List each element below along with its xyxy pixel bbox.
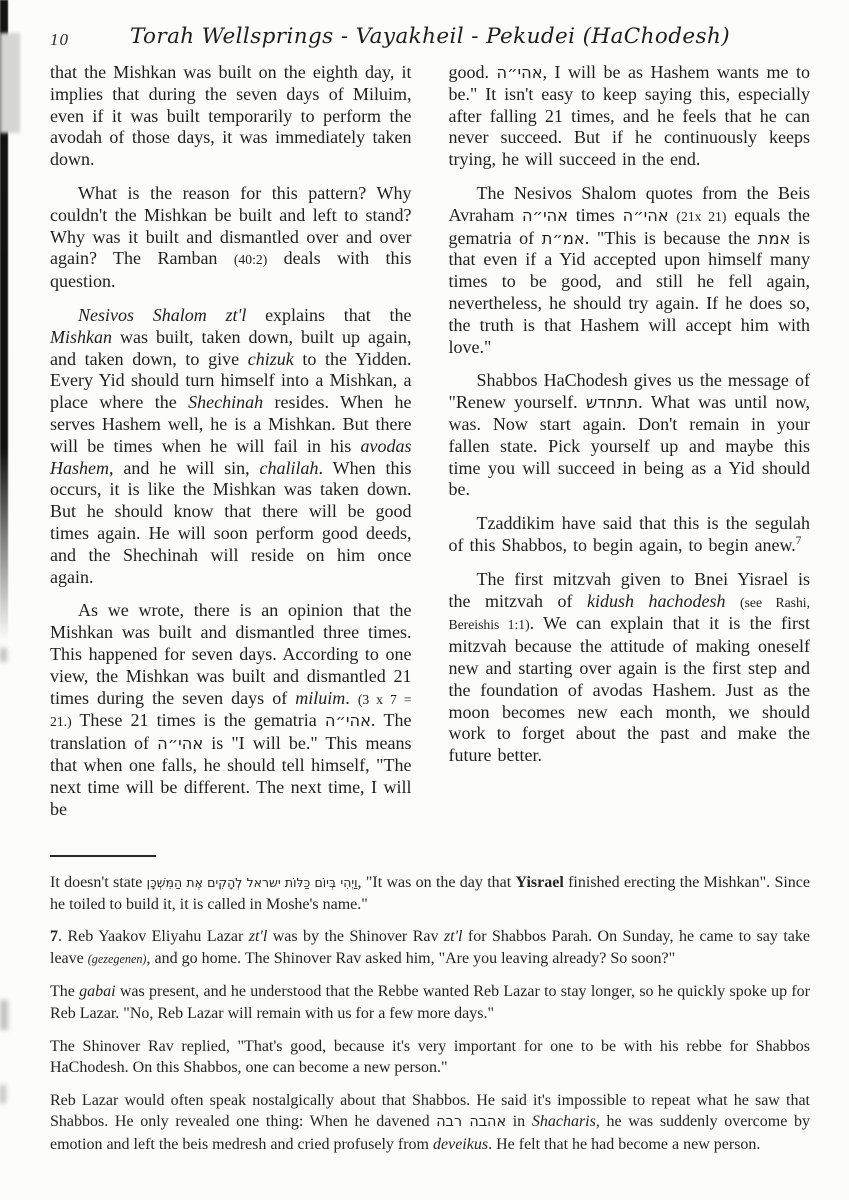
text-run: explains that the: [246, 304, 412, 325]
text-run: אהי״ה: [324, 711, 371, 731]
text-run: 7: [50, 928, 58, 946]
page-number: 10: [50, 30, 69, 49]
text-run: (21x 21): [676, 208, 727, 224]
paragraph: [50, 926, 810, 970]
text-run: Mishkan: [50, 326, 112, 347]
text-run: The Shinover Rav replied, "That's good, because it's very important for one to be with his rebbe for Shabbos HaChodesh. On this Shabbos, one can become a new person.": [50, 1037, 810, 1077]
text-run: Yisrael: [515, 874, 564, 891]
text-run: וַיְהִי בְּיוֹם כַּלּוֹת ישראל לְהָקִים אֶת הַמִּשְׁכָּן: [146, 875, 358, 890]
text-run: , "It was on the day that: [357, 874, 516, 891]
scan-edge-artifact: [0, 33, 20, 133]
text-run: (see Rashi, Bereishis 1:1): [448, 594, 811, 633]
text-run: resides. When he serves Hashem well, he is a Mishkan. But there will be times when he will fail in his: [50, 392, 412, 456]
page-header: [50, 24, 810, 54]
footnote-separator: [50, 855, 156, 857]
paragraph: [449, 569, 811, 767]
text-run: The Nesivos Shalom quotes from the Beis Avraham: [448, 182, 810, 225]
text-run: What is the reason for this pattern? Why couldn't the Mishkan be built and left to stand? Why was it built and dismantled over and over again? The Ramban: [50, 182, 412, 269]
paragraph: [449, 370, 811, 501]
footnote-reference: 7: [795, 534, 802, 547]
text-run: is "I will be." This means that when one falls, he should tell himself, "The next time will be different. The next time, I will be: [50, 733, 412, 819]
left-column: [50, 62, 412, 832]
text-run: אהבה רבה: [436, 1114, 507, 1131]
text-run: .: [345, 687, 358, 708]
text-run: is that even if a Yid accepted upon himself many times to be good, and still he fell again, nevertheless, he should try again. If he does so, the truth is that Hashem will accept him with love.": [448, 227, 810, 357]
text-run: for Shabbos Parah. On Sunday, he came to say take leave: [50, 928, 810, 967]
text-run: The first mitzvah given to Bnei Yisrael is the mitzvah of: [448, 568, 810, 611]
text-run: (gezegenen): [87, 951, 147, 966]
scan-edge-artifact: [0, 0, 8, 640]
text-run: was by the Shinover Rav: [267, 928, 444, 946]
paragraph: [50, 62, 412, 171]
paragraph: [449, 513, 811, 557]
text-run: Shabbos HaChodesh gives us the message of "Renew yourself.: [448, 370, 810, 413]
scan-smudge: [0, 648, 7, 662]
text-run: . When this occurs, it is like the Mishkan was taken down. But he should know that there will be good times again. He will soon perform good deeds, and the Shechinah will reside on him once again.: [50, 457, 412, 587]
text-run: times: [567, 204, 623, 225]
text-run: (40:2): [233, 252, 268, 268]
text-run: , and he will sin,: [109, 457, 260, 478]
text-run: in: [506, 1113, 532, 1131]
text-run: was present, and he understood that the Rebbe wanted Reb Lazar to stay longer, so he quickly spoke up for Reb Lazar. "No, Reb Lazar will remain with us for a few more days.": [50, 983, 811, 1022]
text-run: It doesn't state: [50, 874, 147, 891]
text-run: אמ״ת: [541, 228, 585, 248]
text-run: (3 x 7 = 21.): [50, 691, 412, 730]
text-run: that the Mishkan was built on the eighth day, it implies that during the seven days of Miluim, even if it was built temporarily to perform the avodah of those days, it was immediately taken down.: [50, 62, 412, 170]
text-run: . We can explain that it is the first mitzvah because the attitude of making oneself new and starting over again is the first step and the foundation of avodas Hashem. Just as the moon becomes new each month, we should work to forget about the past and make the future better.: [448, 613, 811, 766]
page-title: Torah Wellsprings - Vayakheil - Pekudei (HaChodesh): [129, 24, 730, 49]
scan-smudge: [0, 1000, 8, 1030]
paragraph: [449, 183, 811, 358]
paragraph: [50, 872, 810, 915]
text-run: zt'l: [443, 928, 463, 946]
text-run: Reb Lazar would often speak nostalgically about that Shabbos. He said it's impossible to repeat what he saw that Shabbos. He only revealed one thing: When he davened: [50, 1091, 810, 1131]
text-run: . What was until now, was. Now start again. Don't remain in your fallen state. Pick yourself up and maybe this time you will succeed in being as a Yid should be.: [448, 392, 810, 500]
paragraph: [50, 1090, 810, 1156]
text-run: kidush hachodesh: [587, 590, 726, 611]
text-run: chalilah: [259, 457, 319, 478]
text-run: to the Yidden. Every Yid should turn himself into a Mishkan, a place where the: [50, 348, 412, 413]
paragraph: [50, 981, 810, 1024]
scan-smudge: [0, 1085, 6, 1103]
text-run: equals the gematria of: [448, 204, 811, 248]
text-run: [726, 591, 741, 611]
footnotes-section: [50, 872, 810, 1167]
text-run: deveikus: [433, 1135, 489, 1153]
text-run: תתחדש: [585, 393, 639, 413]
text-run: good.: [448, 62, 497, 82]
text-run: chizuk: [247, 348, 294, 369]
text-run: These 21 times is the gematria: [71, 710, 325, 731]
text-run: . The translation of: [50, 710, 412, 754]
text-run: As we wrote, there is an opinion that the Mishkan was built and dismantled three times. This happened for seven days. According to one view, the Mishkan was built and dismantled 21 times during the seven days of: [50, 600, 412, 708]
text-run: Shechinah: [188, 392, 264, 413]
text-run: אמת: [757, 228, 791, 248]
text-run: , and go home. The Shinover Rav asked him, "Are you leaving already? So soon?": [146, 949, 676, 967]
text-run: miluim: [295, 687, 346, 708]
text-run: Tzaddikim have said that this is the segulah of this Shabbos, to begin again, to begin anew.: [448, 513, 810, 555]
text-run: Shacharis: [531, 1113, 596, 1131]
text-run: zt'l: [248, 928, 268, 946]
paragraph: [50, 1036, 810, 1079]
text-run: אהי״ה: [157, 734, 204, 754]
text-run: . "This is because the: [584, 227, 758, 248]
text-run: avodas Hashem: [50, 435, 412, 478]
text-run: אהי״ה: [622, 205, 669, 225]
text-run: , he was suddenly overcome by emotion and left the beis medresh and cried profusely from: [50, 1113, 810, 1153]
text-run: . He felt that he had become a new person.: [488, 1135, 761, 1153]
paragraph: [50, 600, 412, 820]
text-run: The: [50, 983, 80, 1001]
body-text: [50, 62, 810, 832]
text-run: . Reb Yaakov Eliyahu Lazar: [58, 928, 249, 946]
right-column: [449, 62, 811, 832]
paragraph: [449, 62, 811, 171]
text-run: אהי״ה: [496, 63, 543, 82]
paragraph: [50, 183, 412, 293]
text-run: אהי״ה: [521, 205, 568, 225]
text-run: was built, taken down, built up again, and taken down, to give: [50, 326, 412, 369]
text-run: gabai: [79, 983, 116, 1001]
paragraph: [50, 305, 412, 588]
text-run: finished erecting the Mishkan". Since he toiled to build it, it is called in Moshe's name.": [50, 874, 811, 913]
text-run: Nesivos Shalom zt'l: [78, 304, 247, 325]
text-run: , I will be as Hashem wants me to be." It isn't easy to keep saying this, especially after falling 21 times, and he feels that he can never succeed. But if he continuously keeps trying, he will succeed in the end.: [448, 62, 811, 170]
text-run: deals with this question.: [50, 248, 412, 292]
